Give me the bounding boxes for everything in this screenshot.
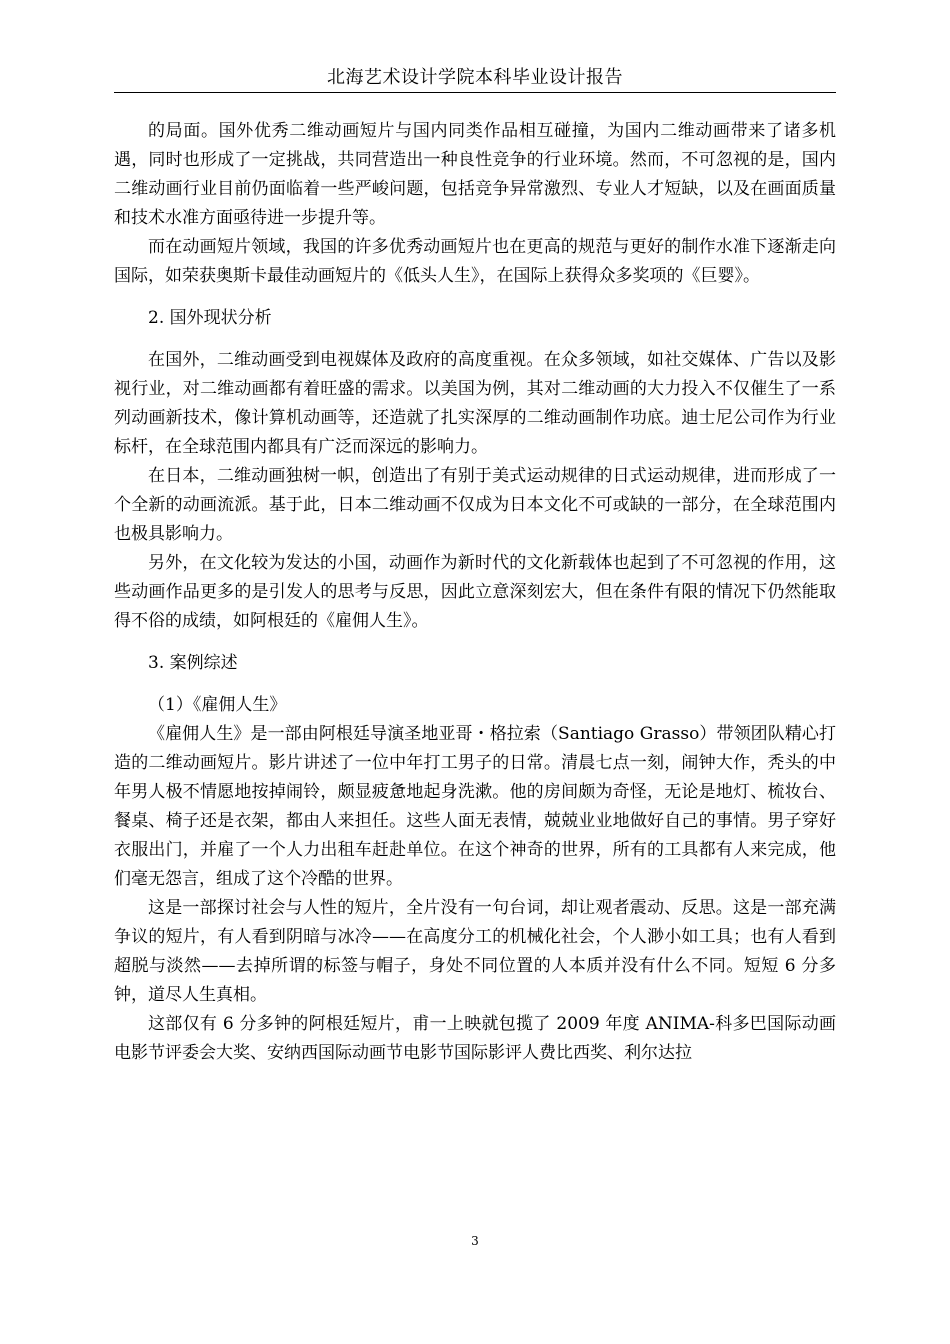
paragraph-case-1-synopsis: 《雇佣人生》是一部由阿根廷导演圣地亚哥・格拉索（Santiago Grasso）带领团队精心打造的二维动画短片。影片讲述了一位中年打工男子的日常。清晨七点一刻，闹钟大作，秃头的中年男人极不情愿地按掉闹铃，颇显疲惫地起身洗漱。他的房间颇为奇怪，无论是地灯、梳妆台、餐桌、椅子还是衣架，都由人来担任。这些人面无表情，兢兢业业地做好自己的事情。男子穿好衣服出门，并雇了一个人力出租车赶赴单位。在这个神奇的世界，所有的工具都有人来完成，他们毫无怨言，组成了这个冷酷的世界。 bbox=[114, 724, 836, 889]
paragraph-case-1-theme: 这是一部探讨社会与人性的短片，全片没有一句台词，却让观者震动、反思。这是一部充满争议的短片，有人看到阴暗与冰冷——在高度分工的机械化社会，个人渺小如工具；也有人看到超脱与淡然——去掉所谓的标签与帽子，身处不同位置的人本质并没有什么不同。短短 6 分多钟，道尽人生真相。 bbox=[114, 898, 836, 1005]
paragraph-domestic-shorts: 而在动画短片领域，我国的许多优秀动画短片也在更高的规范与更好的制作水准下逐渐走向国际，如荣获奥斯卡最佳动画短片的《低头人生》，在国际上获得众多奖项的《巨婴》。 bbox=[114, 237, 836, 286]
header-divider bbox=[114, 92, 836, 93]
page-header-title: 北海艺术设计学院本科毕业设计报告 bbox=[327, 67, 623, 88]
page-number: 3 bbox=[471, 1234, 479, 1248]
paragraph-case-1-awards: 这部仅有 6 分多钟的阿根廷短片，甫一上映就包揽了 2009 年度 ANIMA-科多巴国际动画电影节评委会大奖、安纳西国际动画节电影节国际影评人费比西奖、利尔达拉 bbox=[114, 1014, 836, 1063]
paragraph-domestic-situation: 的局面。国外优秀二维动画短片与国内同类作品相互碰撞，为国内二维动画带来了诸多机遇，同时也形成了一定挑战，共同营造出一种良性竞争的行业环境。然而，不可忽视的是，国内二维动画行业目前仍面临着一些严峻问题，包括竞争异常激烈、专业人才短缺，以及在画面质量和技术水准方面亟待进一步提升等。 bbox=[114, 121, 836, 228]
paragraph-foreign-japan: 在日本，二维动画独树一帜，创造出了有别于美式运动规律的日式运动规律，进而形成了一个全新的动画流派。基于此，日本二维动画不仅成为日本文化不可或缺的一部分，在全球范围内也极具影响力。 bbox=[114, 466, 836, 544]
paragraph-foreign-small-countries: 另外，在文化较为发达的小国，动画作为新时代的文化新载体也起到了不可忽视的作用，这些动画作品更多的是引发人的思考与反思，因此立意深刻宏大，但在条件有限的情况下仍然能取得不俗的成绩，如阿根廷的《雇佣人生》。 bbox=[114, 553, 836, 631]
section-heading-foreign-analysis: 2. 国外现状分析 bbox=[148, 308, 272, 328]
subheading-case-1: （1）《雇佣人生》 bbox=[148, 695, 287, 715]
document-body bbox=[114, 117, 836, 1068]
section-heading-case-review: 3. 案例综述 bbox=[148, 653, 238, 673]
paragraph-foreign-usa: 在国外，二维动画受到电视媒体及政府的高度重视。在众多领域，如社交媒体、广告以及影视行业，对二维动画都有着旺盛的需求。以美国为例，其对二维动画的大力投入不仅催生了一系列动画新技术，像计算机动画等，还造就了扎实深厚的二维动画制作功底。迪士尼公司作为行业标杆，在全球范围内都具有广泛而深远的影响力。 bbox=[114, 350, 836, 457]
